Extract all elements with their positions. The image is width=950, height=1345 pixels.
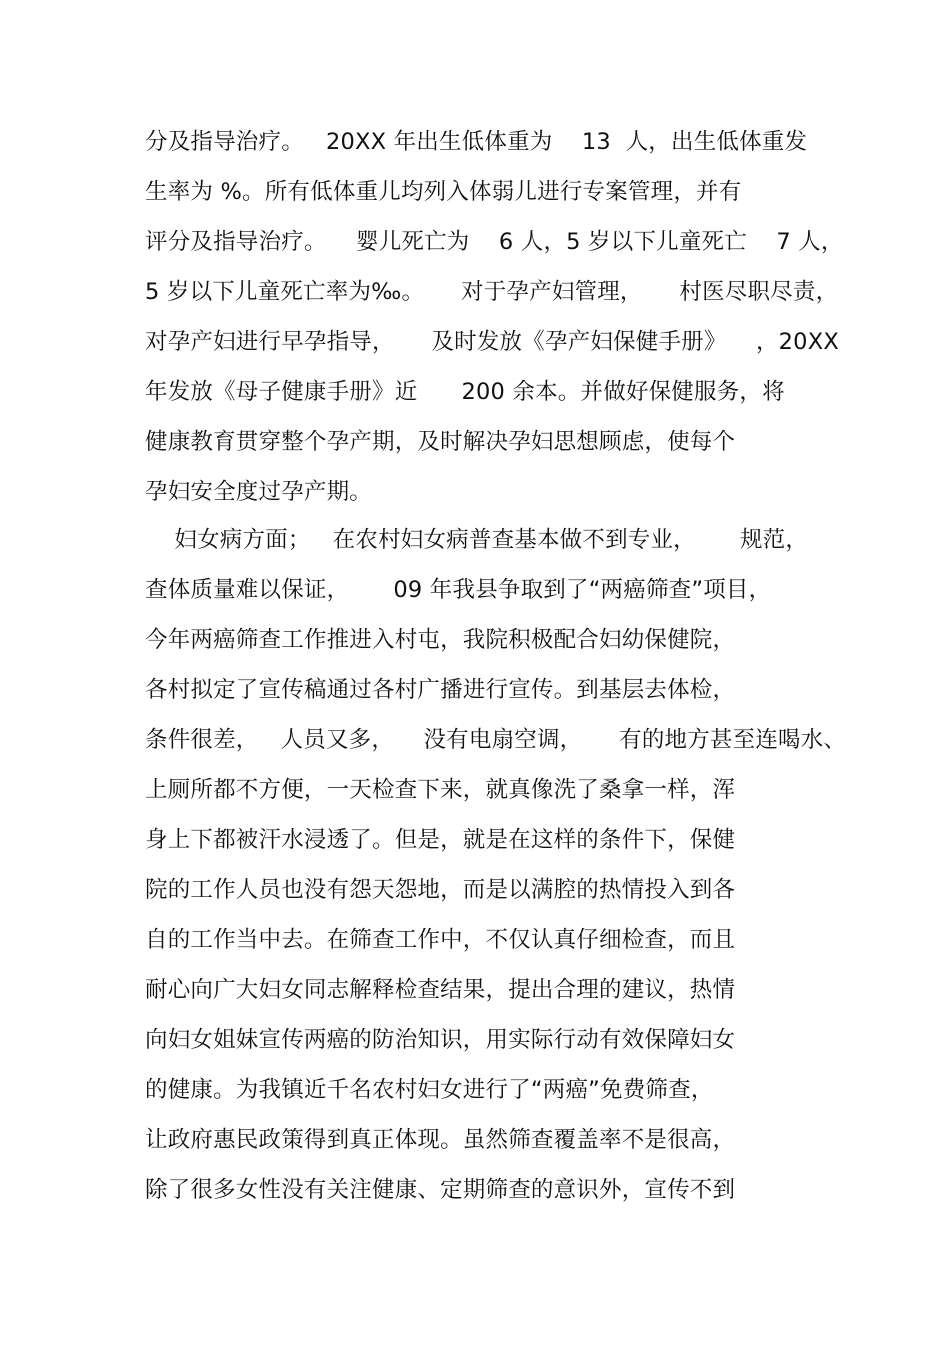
text-line: 身上下都被汗水浸透了。但是，就是在这样的条件下，保健 — [145, 827, 736, 853]
text-line: 对孕产妇进行早孕指导， 及时发放《孕产妇保健手册》 ，20XX — [145, 329, 839, 355]
text-line: 分及指导治疗。 20XX 年出生低体重为 13 人，出生低体重发 — [145, 129, 808, 155]
text-line: 妇女病方面； 在农村妇女病普查基本做不到专业， 规范， — [145, 527, 809, 553]
text-line: 耐心向广大妇女同志解释检查结果，提出合理的建议，热情 — [145, 977, 736, 1003]
text-line: 年发放《母子健康手册》近 200 余本。并做好保健服务，将 — [145, 379, 785, 405]
text-line: 让政府惠民政策得到真正体现。虽然筛查覆盖率不是很高， — [145, 1127, 736, 1153]
text-line: 5 岁以下儿童死亡率为‰。 对于孕产妇管理， 村医尽职尽责， — [145, 279, 839, 305]
text-line: 上厕所都不方便，一天检查下来，就真像洗了桑拿一样，浑 — [145, 777, 736, 803]
text-line: 的健康。为我镇近千名农村妇女进行了“两癌”免费筛查， — [145, 1077, 714, 1103]
text-line: 今年两癌筛查工作推进入村屯，我院积极配合妇幼保健院， — [145, 627, 736, 653]
text-line: 院的工作人员也没有怨天怨地，而是以满腔的热情投入到各 — [145, 877, 736, 903]
text-line: 评分及指导治疗。 婴儿死亡为 6 人，5 岁以下儿童死亡 7 人， — [145, 229, 844, 255]
text-line: 自的工作当中去。在筛查工作中，不仅认真仔细检查，而且 — [145, 927, 736, 953]
text-line: 除了很多女性没有关注健康、定期筛查的意识外，宣传不到 — [145, 1177, 736, 1203]
text-line: 生率为 %。所有低体重儿均列入体弱儿进行专案管理，并有 — [145, 179, 742, 205]
text-line: 向妇女姐妹宣传两癌的防治知识，用实际行动有效保障妇女 — [145, 1027, 736, 1053]
text-line: 各村拟定了宣传稿通过各村广播进行宣传。到基层去体检， — [145, 677, 736, 703]
text-line: 查体质量难以保证， 09 年我县争取到了“两癌筛查”项目， — [145, 577, 772, 603]
text-line: 孕妇安全度过孕产期。 — [145, 479, 373, 505]
text-line: 条件很差， 人员又多， 没有电扇空调， 有的地方甚至连喝水、 — [145, 727, 847, 753]
text-line: 健康教育贯穿整个孕产期，及时解决孕妇思想顾虑，使每个 — [145, 429, 736, 455]
